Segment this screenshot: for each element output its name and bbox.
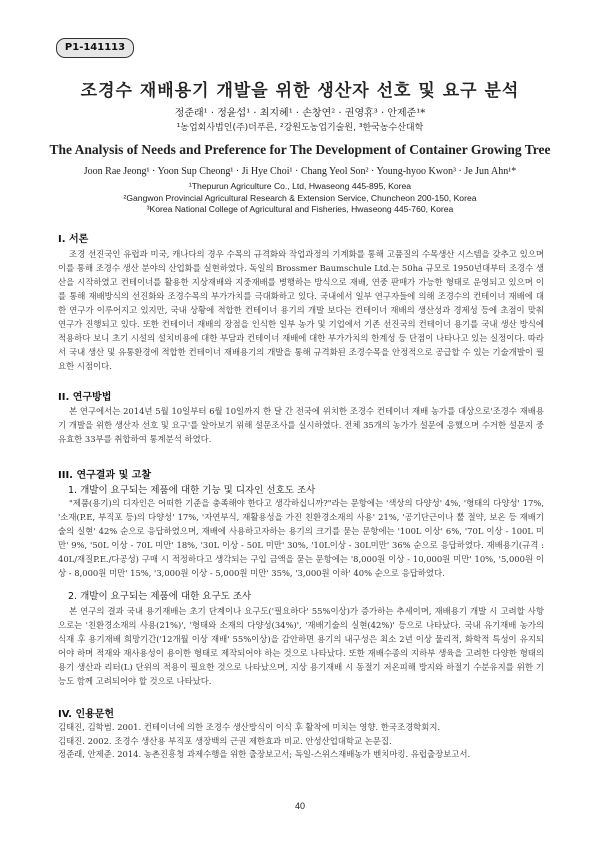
- affiliations-english: [0, 181, 600, 216]
- affiliation-1: ¹Thepurun Agriculture Co., Ltd, Hwaseong 445-895, Korea: [188, 181, 412, 191]
- subsection-heading-2: 2. 개발이 요구되는 제품에 대한 요구도 조사: [68, 591, 252, 602]
- section-heading-intro: I. 서론: [58, 234, 89, 245]
- results-paragraph-2: 본 연구의 결과 국내 용기재배는 초기 단계이나 요구도('필요하다' 55%이상)가 증가하는 추세이며, 재배용기 개발 시 고려할 사항으로는 '친환경소재의 사용(21%)', '형태와 소재의 다양성(34%)', '재배기술의 실현(42%)' 등으로 나타났다. 국내 유기재배 농가의 식재 후 용기재배 희망기간('12개월 이상 재배' 55%이상)을 감안하면 용기의 내구성은 최소 2년 이상 물리적, 화학적 특성이 유지되어야 하며 적재와 재사용성이 용이한 형태로 제작되어야 하는 것으로 나타났다. 또한 재배수종의 지하부 생육을 고려한 다양한 형태의 용기 생산과 리터(L) 단위의 적용이 필요한 것으로 나타났으며, 지상 용기재배 시 동절기 저온피해 방지와 하절기 수분유지를 위한 기능도 함께 고려되어야 할 것으로 나타났다.: [58, 606, 544, 686]
- reference-list: [58, 721, 544, 762]
- title-english: The Analysis of Needs and Preference for The Development of Container Growing Tree: [49, 142, 551, 157]
- section-heading-methods: II. 연구방법: [58, 392, 112, 403]
- authors-english: Joon Rae Jeong¹ · Yoon Sup Cheong¹ · Ji Hye Choi¹ · Chang Yeol Son² · Young-hyoo Kwon³ · Je Jun Ahn¹*: [83, 166, 517, 177]
- section-heading-results: III. 연구결과 및 고찰: [58, 470, 152, 481]
- methods-paragraph: 본 연구에서는 2014년 5월 10일부터 6월 10일까지 한 달 간 전국에 위치한 조경수 컨테이너 재배 농가를 대상으로'조경수 재배용기 개발을 위한 생산자 선호 및 요구'를 알아보기 위해 설문조사를 실시하였다. 전체 35개의 농가가 설문에 응했으며 수거한 설문지 중 유효한 33부를 취합하여 통계분석 하였다.: [58, 406, 544, 444]
- affiliation-3: ³Korea National College of Agricultural and Fisheries, Hwaseong 445-760, Korea: [146, 204, 454, 215]
- reference-item: 김태진. 2002. 조경수 생산용 부직포 생장백의 근권 제한효과 비교. 안성산업대학교 논문집.: [58, 735, 392, 746]
- section-heading-references: IV. 인용문헌: [58, 709, 115, 720]
- reference-item: 정준래, 안제준. 2014. 농촌진흥청 과제수행을 위한 출장보고서; 독일-스위스재배농가 벤치마킹. 유럽출장보고서.: [58, 749, 471, 759]
- affiliations-korean: ¹농업회사법인(주)더푸른, ²강원도농업기술원, ³한국농수산대학: [176, 123, 424, 133]
- reference-item: 김태진, 김학범. 2001. 컨테이너에 의한 조경수 생산방식이 이식 후 활착에 미치는 영향. 한국조경학회지.: [58, 722, 441, 732]
- subsection-heading-1: 1. 개발이 요구되는 제품에 대한 기능 및 디자인 선호도 조사: [68, 485, 316, 496]
- intro-paragraph: 조경 선진국인 유럽과 미국, 캐나다의 경우 수목의 규격화와 작업과정의 기계화를 통해 고품질의 수목생산 시스템을 갖추고 있으며 이를 통해 조경수 생산 분야의 산업화를 실현하였다. 독일의 Brossmer Baumschule Ltd.는 50ha 규모로 1950년대부터 조경수 생산을 시작하였고 컨테이너를 활용한 지상재배와 지중재배를 병행하는 방식으로 재배, 연중 판매가 가능한 형태로 운영되고 있으며 이를 통해 재배방식의 선진화와 조경수목의 부가가치를 극대화하고 있다. 국내에서 일부 연구자들에 의해 조경수의 컨테이너 재배에 대한 연구가 이루어지고 있지만, 국내 상황에 적합한 컨테이너 용기의 개발 보다는 컨테이너 재배의 생산성과 경제성 등에 초점이 맞춰 연구가 진행되고 있다. 또한 컨테이너 재배의 장점을 인식한 일부 농가 및 기업에서 기존 선진국의 컨테이너 용기를 국내 생산 방식에 적용하다 보니 초기 시설의 설치비용에 대한 부담과 컨테이너 재배에 대한 부가가치의 한계성 등 단점이 나타나고 있는 실정이다. 따라서 국내 생산 및 유통환경에 적합한 컨테이너 재배용기의 개발을 통해 규격화된 조경수목을 안정적으로 공급할 수 있는 기술개발이 필요한 시점이다.: [58, 249, 544, 371]
- paper-id-badge: P1-141113: [56, 38, 134, 58]
- title-korean: 조경수 재배용기 개발을 위한 생산자 선호 및 요구 분석: [80, 81, 520, 101]
- authors-korean: 정준래¹ · 정윤섭¹ · 최지혜¹ · 손창연² · 권영휴³ · 안제준¹*: [174, 108, 426, 119]
- affiliation-2: ²Gangwon Provincial Agricultural Research & Extension Service, Chuncheon 200-150, Korea: [123, 192, 477, 203]
- page-number: 40: [294, 801, 305, 811]
- results-paragraph-1: "제품(용기)의 디자인은 어떠한 기준을 충족해야 한다고 생각하십니까?"라는 문항에는 '색상의 다양성' 4%, '형태의 다양성' 17%, '소재(P.E, 부직포 등)의 다양성' 17%, '자연부식, 재활용성을 가진 친환경소재의 사용' 21%, '공기단근이나 뿔 절약, 보온 등 재배기술의 실현' 42% 순으로 응답하였으며, 재배에 사용하고자하는 용기의 크기를 묻는 문항에는 '100L 이상' 6%, '70L 이상 - 100L 미만' 9%, '50L 이상 - 70L 미만' 18%, '30L 이상 - 50L 미만' 30%, '10L이상 - 30L미만' 36% 순으로 응답하였다. 재배용기(규격 : 40L/재질P.E./다공성) 구매 시 적정하다고 생각되는 구입 금액을 묻는 문항에는 '8,000원 이상 - 10,000원 미만' 10%, '5,000원 이상 - 8,000원 미만' 15%, '3,000원 이상 - 5,000원 미만' 35%, '3,000원 이하' 40% 순으로 응답하였다.: [58, 498, 544, 578]
